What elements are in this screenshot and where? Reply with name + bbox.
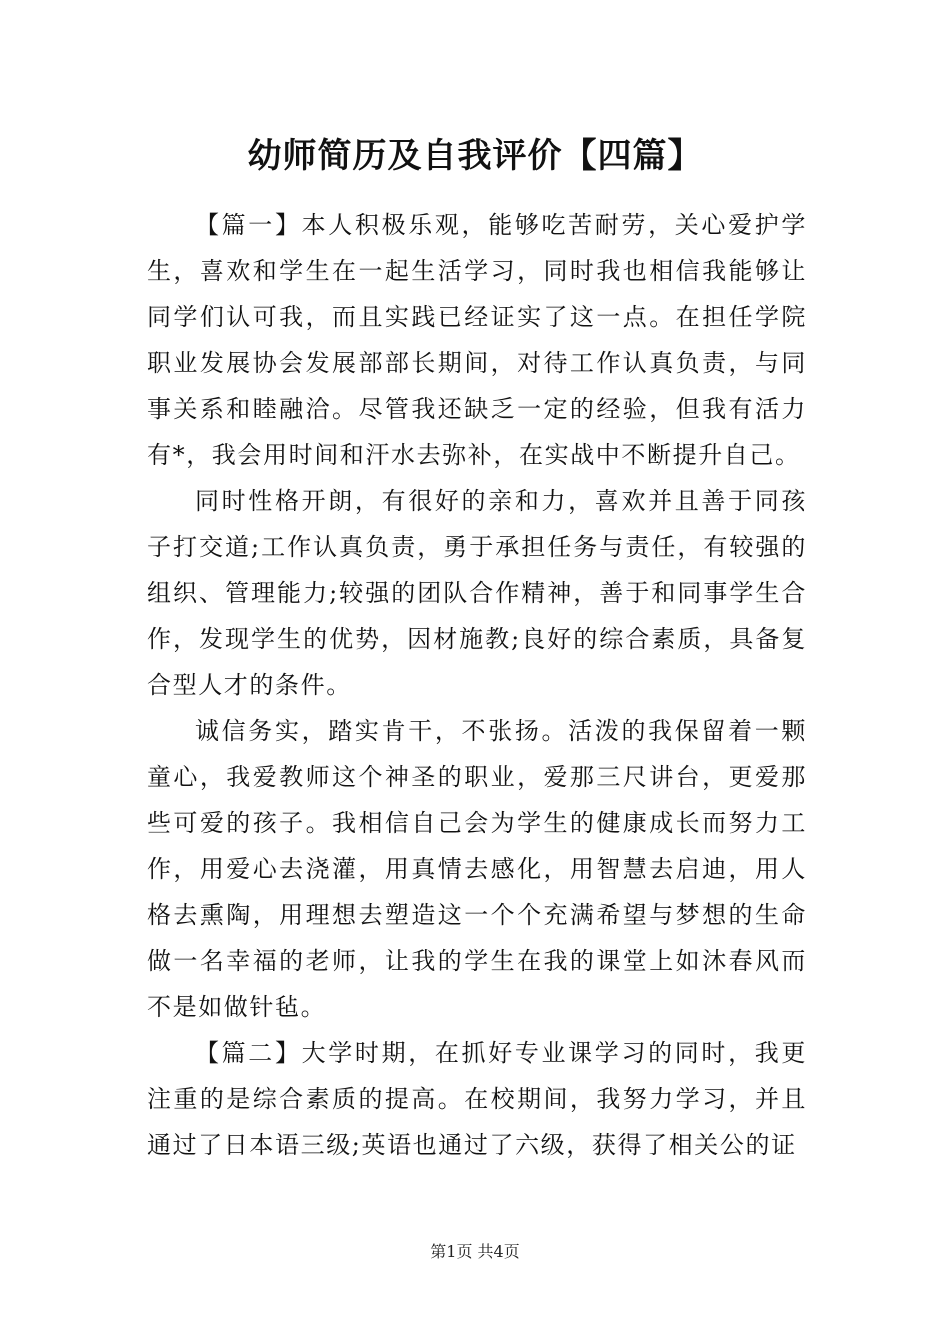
- document-title: 幼师简历及自我评价【四篇】: [247, 136, 703, 176]
- page-footer: 第1页 共4页: [430, 1242, 520, 1261]
- document-body: [147, 202, 807, 1168]
- paragraph-3: 诚信务实，踏实肯干，不张扬。活泼的我保留着一颗童心，我爱教师这个神圣的职业，爱那三尺讲台，更爱那些可爱的孩子。我相信自己会为学生的健康成长而努力工作，用爱心去浇灌，用真情去感化，用智慧去启迪，用人格去熏陶，用理想去塑造这一个个充满希望与梦想的生命做一名幸福的老师，让我的学生在我的课堂上如沐春风而不是如做针毡。: [147, 717, 807, 1021]
- paragraph-4: 【篇二】大学时期，在抓好专业课学习的同时，我更注重的是综合素质的提高。在校期间，我努力学习，并且通过了日本语三级;英语也通过了六级，获得了相关公的证: [147, 1039, 807, 1159]
- paragraph-1: 【篇一】本人积极乐观，能够吃苦耐劳，关心爱护学生，喜欢和学生在一起生活学习，同时我也相信我能够让同学们认可我，而且实践已经证实了这一点。在担任学院职业发展协会发展部部长期间，对待工作认真负责，与同事关系和睦融洽。尽管我还缺乏一定的经验，但我有活力有*，我会用时间和汗水去弥补，在实战中不断提升自己。: [147, 211, 807, 469]
- paragraph-2: 同时性格开朗，有很好的亲和力，喜欢并且善于同孩子打交道;工作认真负责，勇于承担任务与责任，有较强的组织、管理能力;较强的团队合作精神，善于和同事学生合作，发现学生的优势，因材施教;良好的综合素质，具备复合型人才的条件。: [147, 487, 807, 699]
